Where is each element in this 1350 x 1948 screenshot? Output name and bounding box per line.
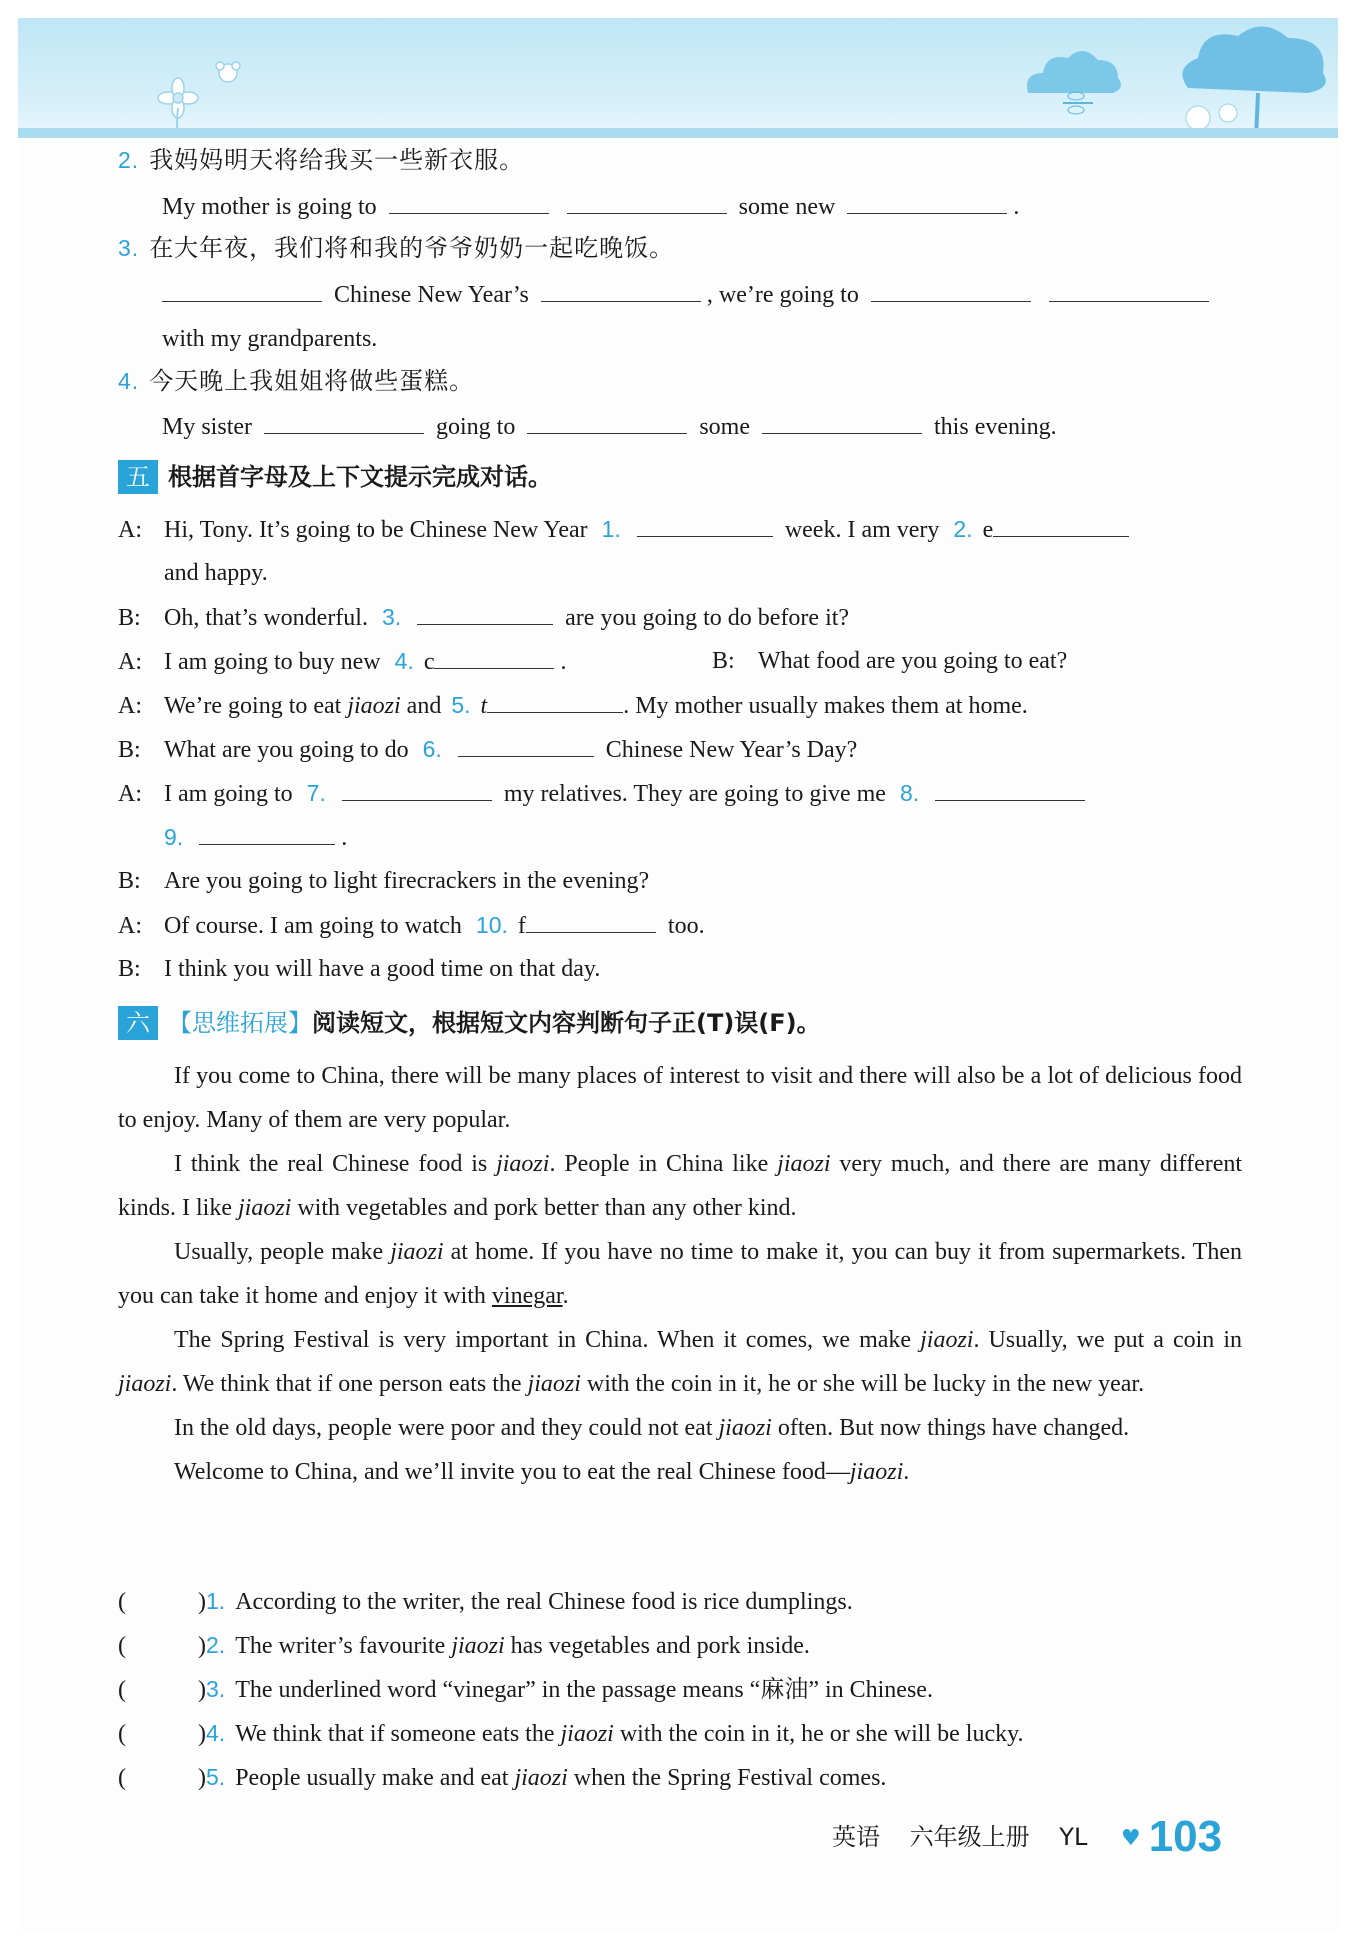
tree-cloud-icon [1168,18,1338,138]
passage-text: I think the real Chinese food is [174,1151,488,1177]
q2-number: 2. [118,147,140,173]
dialog-blank-6[interactable] [458,736,594,757]
q3-english-cont [162,324,377,354]
q4-blank-3[interactable] [762,413,922,434]
tf-item-1 [118,1586,853,1617]
tf-number: 2. [206,1632,226,1658]
blank-number: 8. [899,780,920,806]
q2-en-b: some new [738,194,836,220]
dialog-line-3b [712,646,1067,676]
tf-number: 4. [206,1720,226,1746]
passage-text: In the old days, people were poor and they could not eat [174,1415,713,1441]
q2-en-a: My mother is going to [162,194,377,220]
tf-text: According to the writer, the real Chinese food is rice dumplings. [235,1589,853,1615]
dialog-text: too. [667,913,705,939]
passage-italic: jiaozi [718,1415,772,1441]
speaker: A: [118,517,142,543]
q4-en-b: going to [436,414,516,440]
passage-italic: jiaozi [777,1151,831,1177]
section-5-title [118,460,552,494]
passage-text: very much, and there are many different kinds. I like [118,1151,1243,1221]
q3-en-c: with my grandparents. [162,326,378,352]
reading-passage [118,1054,1242,1494]
passage-text: Usually, people make [174,1239,384,1265]
passage-text: . We think that if one person eats the [171,1371,522,1397]
blank-number: 1. [601,516,621,542]
dialog-blank-7[interactable] [342,780,492,801]
tf-item-5 [118,1762,886,1793]
tf-italic: jiaozi [514,1765,568,1791]
dialog-text: week. I am very [784,517,940,543]
dialog-line-4 [118,690,1028,721]
section-6-tag: 【思维拓展】 [168,1009,312,1037]
q2-english [162,192,1019,222]
tf-text: with the coin in it, he or she will be lucky. [619,1721,1024,1747]
speaker: B: [118,868,141,894]
tf-number: 1. [206,1588,226,1614]
tf-italic: jiaozi [451,1633,505,1659]
answer-paren-close: ) [198,1765,206,1791]
answer-paren[interactable]: ( [118,1765,126,1791]
dialog-text: I am going to buy new [164,649,381,675]
q2-blank-3[interactable] [847,193,1007,214]
q4-blank-1[interactable] [264,413,424,434]
page-footer [832,1812,1222,1862]
passage-text: . Usually, we put a coin in [973,1327,1243,1353]
tf-text: The writer’s favourite [235,1633,446,1659]
tf-number: 3. [206,1676,226,1702]
q4-en-a: My sister [162,414,252,440]
passage-text: . [562,1283,569,1309]
q3-en-a: Chinese New Year’s [334,282,529,308]
blank-number: 6. [422,736,442,762]
passage-text: Welcome to China, and we’ll invite you to eat the real Chinese food— [174,1459,850,1485]
section-5-heading: 根据首字母及上下文提示完成对话。 [168,463,552,491]
q3-zh-text: 在大年夜，我们将和我的爷爷奶奶一起吃晚饭。 [149,234,675,262]
dialog-blank-4[interactable] [434,648,554,669]
blank-number: 3. [381,604,402,630]
passage-paragraph-6 [118,1450,1242,1494]
q4-zh-text: 今天晚上我姐姐将做些蛋糕。 [149,367,475,395]
q3-chinese [118,233,674,263]
dialog-text: Chinese New Year’s Day? [605,737,858,763]
dialog-line-6 [118,778,1091,809]
dialog-text: Oh, that’s wonderful. [164,605,368,631]
tf-text: The underlined word “vinegar” in the passage means “麻油” in Chinese. [235,1677,933,1703]
speaker: A: [118,649,142,675]
dialog-text: Hi, Tony. It’s going to be Chinese New Year [164,517,588,543]
answer-paren-close: ) [198,1721,206,1747]
passage-italic: jiaozi [527,1371,581,1397]
q2-zh-text: 我妈妈明天将给我买一些新衣服。 [149,146,525,174]
tf-item-3 [118,1674,933,1705]
footer-edition: YL [1059,1823,1088,1851]
blank-number: 7. [306,780,326,806]
dialog-text: Are you going to light firecrackers in the evening? [164,868,650,894]
q4-number: 4. [118,368,140,394]
speaker: B: [712,648,735,674]
dialog-line-6b [164,822,347,853]
blank-number: 2. [953,516,973,542]
q4-chinese [118,366,474,396]
q4-blank-2[interactable] [527,413,687,434]
underlined-word: vinegar [491,1283,563,1309]
speaker: B: [118,605,141,631]
dialog-text: my relatives. They are going to give me [503,781,886,807]
passage-text: . People in China like [549,1151,769,1177]
dialog-blank-9[interactable] [199,824,335,845]
dialog-text: . [560,649,567,675]
dialog-text: What are you going to do [164,737,409,763]
answer-paren[interactable]: ( [118,1677,126,1703]
passage-paragraph-4 [118,1318,1242,1406]
dialog-line-1 [118,514,1135,545]
dialog-line-3 [118,646,566,677]
dialog-text: Of course. I am going to watch [164,913,462,939]
q3-english [162,280,1215,310]
answer-paren-close: ) [198,1677,206,1703]
dialog-text: I am going to [164,781,293,807]
speaker: A: [118,913,142,939]
passage-text: at home. If you have no time to make it, you can buy it from supermarkets. Then you can take it home and enjoy it with [118,1239,1242,1309]
footer-subject: 英语 [832,1823,880,1851]
passage-italic: jiaozi [920,1327,974,1353]
blank-number: 5. [451,692,471,718]
q3-number: 3. [118,235,140,261]
passage-text: . [903,1459,910,1485]
dialog-line-2 [118,602,849,633]
q2-chinese [118,145,524,175]
passage-paragraph-3 [118,1230,1242,1318]
tf-italic: jiaozi [560,1721,614,1747]
dialog-text: are you going to do before it? [565,605,850,631]
hint-letter: c [423,649,435,675]
q3-blank-1[interactable] [162,281,322,302]
passage-italic: jiaozi [849,1459,904,1485]
answer-paren[interactable]: ( [118,1589,126,1615]
section-6-badge: 六 [118,1006,158,1040]
passage-italic: jiaozi [118,1371,172,1397]
passage-italic: jiaozi [238,1195,292,1221]
tf-text: People usually make and eat [235,1765,509,1791]
dialog-blank-2[interactable] [993,516,1129,537]
sprout-icon: ♥ [1120,1826,1141,1851]
answer-paren-close: ) [198,1589,206,1615]
passage-italic: jiaozi [390,1239,444,1265]
q3-blank-2[interactable] [541,281,701,302]
q3-blank-4[interactable] [1049,281,1209,302]
speaker: A: [118,693,142,719]
q3-en-b: , we’re going to [706,282,859,308]
speaker: B: [118,737,141,763]
passage-text: often. But now things have changed. [777,1415,1130,1441]
blank-number: 9. [164,824,184,850]
passage-paragraph-2 [118,1142,1242,1230]
speaker: B: [118,956,141,982]
tf-text: We think that if someone eats the [235,1721,555,1747]
dialog-italic: jiaozi [347,693,401,719]
blank-number: 10. [475,912,508,938]
passage-text: with vegetables and pork better than any other kind. [297,1195,797,1221]
answer-paren[interactable]: ( [118,1633,126,1659]
dialog-line-8 [118,910,705,941]
dialog-text: . [341,825,348,851]
hint-letter: e [982,517,994,543]
page-number: 103 [1148,1812,1223,1861]
q2-blank-2[interactable] [567,193,727,214]
header-banner [18,18,1338,138]
tf-text: when the Spring Festival comes. [573,1765,887,1791]
dialog-text: What food are you going to eat? [758,648,1068,674]
dialog-blank-3[interactable] [417,604,553,625]
passage-text: The Spring Festival is very important in China. When it comes, we make [174,1327,912,1353]
dialog-blank-8[interactable] [935,780,1085,801]
passage-paragraph-1: If you come to China, there will be many places of interest to visit and there will also be a lot of delicious food to enjoy. Many of them are very popular. [118,1063,1242,1133]
dialog-text: I think you will have a good time on that day. [164,956,601,982]
dialog-text: and happy. [164,560,268,586]
q4-en-c: some [699,414,751,440]
tf-text: has vegetables and pork inside. [510,1633,810,1659]
answer-paren[interactable]: ( [118,1721,126,1747]
banner-band [18,128,1338,138]
footer-grade: 六年级上册 [909,1823,1030,1851]
hint-letter: t [480,693,488,719]
passage-italic: jiaozi [496,1151,550,1177]
tf-number: 5. [206,1764,226,1790]
q2-en-c: . [1013,194,1020,220]
section-6-title [118,1006,821,1040]
q3-blank-3[interactable] [871,281,1031,302]
dialog-line-5 [118,734,857,765]
blank-number: 4. [394,648,414,674]
q2-blank-1[interactable] [389,193,549,214]
hint-letter: f [517,913,526,939]
dialog-blank-5[interactable] [487,692,623,713]
q4-english [162,412,1057,442]
speaker: A: [118,781,142,807]
dragonfly-icon [1058,88,1098,118]
section-6-heading: 阅读短文，根据短文内容判断句子正(T)误(F)。 [312,1009,821,1037]
passage-paragraph-5 [118,1406,1242,1450]
tf-item-4 [118,1718,1024,1749]
dialog-line-1b [164,558,268,588]
dialog-text: and [406,693,442,719]
section-5-badge: 五 [118,460,158,494]
dialog-text: . My mother usually makes them at home. [623,693,1028,719]
answer-paren-close: ) [198,1633,206,1659]
dialog-text: We’re going to eat [164,693,342,719]
tf-item-2 [118,1630,810,1661]
flower-left-icon [148,48,268,138]
dialog-line-7 [118,866,649,896]
q4-en-d: this evening. [934,414,1057,440]
dialog-line-9 [118,954,600,984]
passage-text: with the coin in it, he or she will be lucky in the new year. [586,1371,1145,1397]
dialog-blank-10[interactable] [526,912,656,933]
dialog-blank-1[interactable] [637,516,773,537]
